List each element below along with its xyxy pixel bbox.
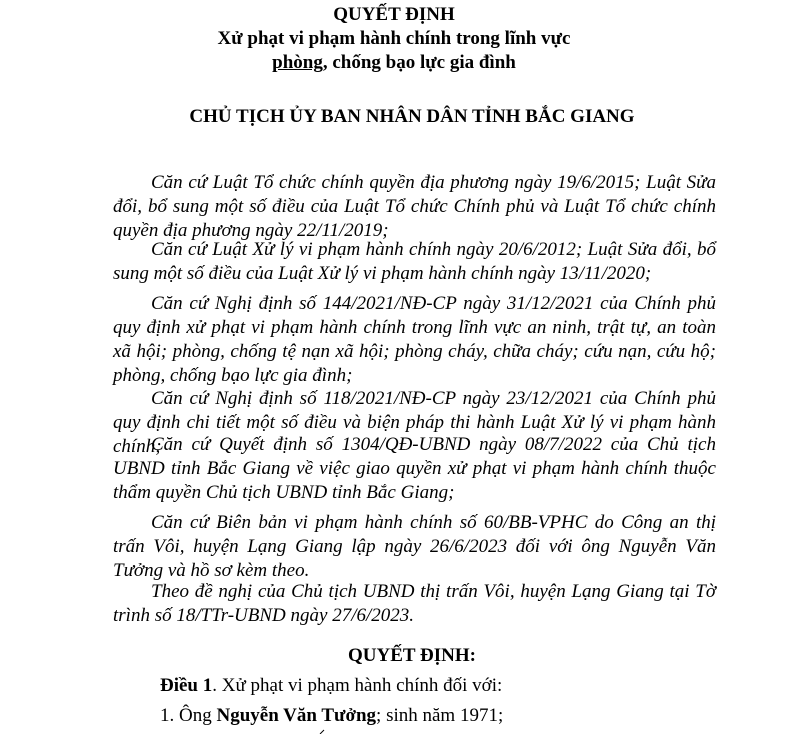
legal-ground-6: Căn cứ Biên bản vi phạm hành chính số 60/BB-VPHC do Công an thị trấn Vôi, huyện Lạng Giang lập ngày 26/6/2023 đối với ông Nguyễn Văn Tưởng và hồ sơ kèm theo.	[113, 512, 716, 581]
legal-ground-4: Căn cứ Nghị định số 118/2021/NĐ-CP ngày 23/12/2021 của Chính phủ quy định chi tiết một số điều và biện pháp thi hành Luật Xử lý vi phạm hành chính;	[113, 388, 716, 457]
document-title: QUYẾT ĐỊNH	[333, 4, 455, 25]
subtitle-rest: chống bạo lực gia đình	[327, 52, 516, 73]
violator-birth: ; sinh năm 1971;	[376, 705, 504, 726]
legal-ground-3: Căn cứ Nghị định số 144/2021/NĐ-CP ngày 31/12/2021 của Chính phủ quy định xử phạt vi phạm hành chính trong lĩnh vực an ninh, trật tự, an toàn xã hội; phòng, chống tệ nạn xã hội; phòng cháy, chữa cháy; cứu nạn, cứu hộ; phòng, chống bạo lực gia đình;	[113, 293, 716, 386]
violator-name: Nguyễn Văn Tưởng	[216, 705, 377, 726]
proposal-ground: Theo đề nghị của Chủ tịch UBND thị trấn Vôi, huyện Lạng Giang tại Tờ trình số 18/TTr-UBND ngày 27/6/2023.	[113, 581, 716, 626]
subtitle-underlined-part: phòng,	[272, 52, 328, 73]
decision-heading: QUYẾT ĐỊNH:	[348, 645, 476, 666]
violator-line	[160, 705, 503, 727]
article-1	[160, 675, 502, 697]
legal-ground-5: Căn cứ Quyết định số 1304/QĐ-UBND ngày 08/7/2022 của Chủ tịch UBND tỉnh Bắc Giang về việc giao quyền xử phạt vi phạm hành chính thuộc thẩm quyền Chủ tịch UBND tỉnh Bắc Giang;	[113, 434, 716, 503]
document-subtitle-line2	[0, 52, 788, 74]
violator-prefix: 1. Ông	[160, 705, 217, 726]
legal-ground-1: Căn cứ Luật Tổ chức chính quyền địa phương ngày 19/6/2015; Luật Sửa đổi, bổ sung một số điều của Luật Tổ chức Chính phủ và Luật Tổ chức chính quyền địa phương ngày 22/11/2019;	[113, 172, 716, 241]
issuing-authority: CHỦ TỊCH ỦY BAN NHÂN DÂN TỈNH BẮC GIANG	[189, 106, 635, 127]
article-1-label: Điều 1	[160, 675, 213, 696]
document-subtitle-line1: Xử phạt vi phạm hành chính trong lĩnh vực	[217, 28, 571, 49]
article-1-text: . Xử phạt vi phạm hành chính đối với:	[212, 675, 503, 696]
cropped-text-fragment	[318, 729, 328, 734]
legal-ground-2: Căn cứ Luật Xử lý vi phạm hành chính ngày 20/6/2012; Luật Sửa đổi, bổ sung một số điều của Luật Xử lý vi phạm hành chính ngày 13/11/2020;	[113, 239, 716, 284]
